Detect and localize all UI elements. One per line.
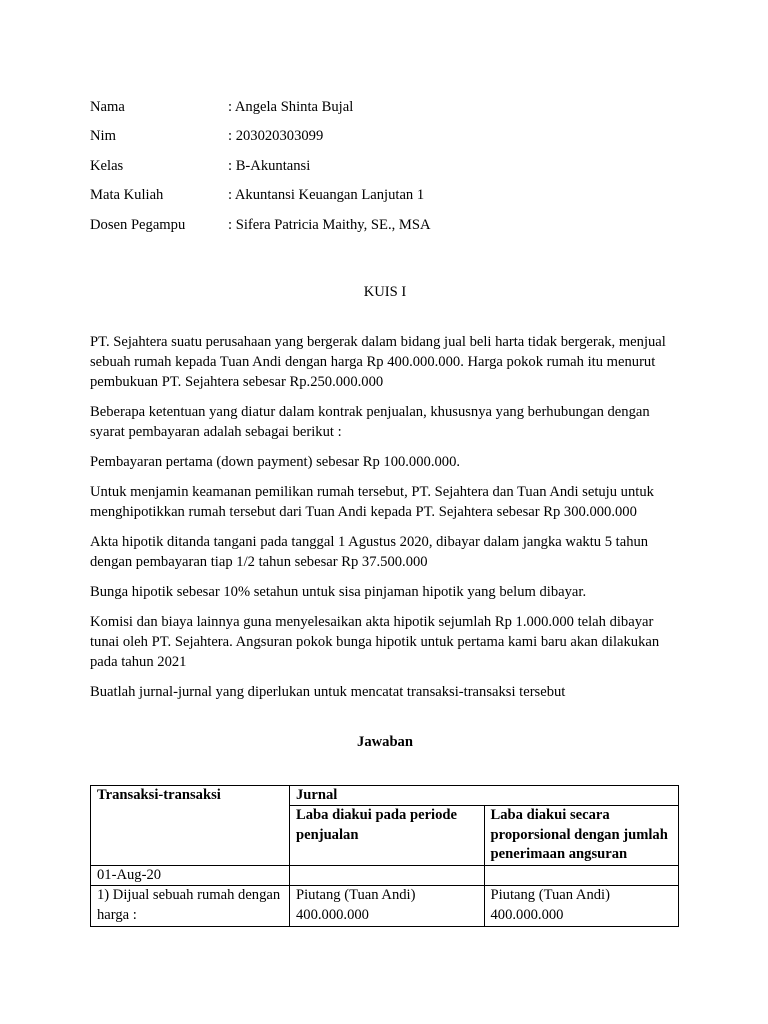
info-row-nim — [90, 122, 680, 152]
quiz-title: KUIS I — [363, 283, 407, 300]
subheader-proporsional: Laba diakui secara proporsional dengan jumlah penerimaan angsuran — [484, 806, 679, 866]
info-row-kelas — [90, 151, 680, 181]
info-value: : Sifera Patricia Maithy, SE., MSA — [228, 216, 431, 233]
document-page — [90, 92, 680, 927]
table-cell-journal — [290, 886, 485, 927]
header-transaksi: Transaksi-transaksi — [91, 785, 290, 865]
info-label: Kelas — [90, 157, 124, 174]
info-label: Nim — [90, 128, 116, 145]
journal-table — [90, 785, 679, 928]
info-row-nama — [90, 92, 680, 122]
student-info — [90, 92, 680, 240]
table-row — [91, 886, 679, 927]
table-cell-date: 01-Aug-20 — [91, 865, 290, 886]
info-value: : Angela Shinta Bujal — [228, 98, 354, 115]
paragraph: Beberapa ketentuan yang diatur dalam kontrak penjualan, khususnya yang berhubungan dengan syarat pembayaran adalah sebagai berikut : — [90, 403, 650, 440]
info-label: Nama — [90, 98, 125, 115]
info-label: Mata Kuliah — [90, 187, 164, 204]
journal-amount: 400.000.000 — [296, 906, 369, 923]
paragraph: Bunga hipotik sebesar 10% setahun untuk sisa pinjaman hipotik yang belum dibayar. — [90, 583, 587, 600]
paragraph: Untuk menjamin keamanan pemilikan rumah tersebut, PT. Sejahtera dan Tuan Andi setuju untuk menghipotikkan rumah tersebut dari Tuan Andi kepada PT. Sejahtera sebesar Rp 300.000.000 — [90, 483, 654, 520]
info-value: : 203020303099 — [228, 128, 324, 145]
journal-account: Piutang (Tuan Andi) — [490, 887, 610, 903]
paragraph: Buatlah jurnal-jurnal yang diperlukan untuk mencatat transaksi-transaksi tersebut — [90, 683, 566, 700]
table-header-row — [91, 785, 679, 806]
paragraph: Komisi dan biaya lainnya guna menyelesaikan akta hipotik sejumlah Rp 1.000.000 telah dibayar tunai oleh PT. Sejahtera. Angsuran pokok bunga hipotik untuk pertama kami baru akan dilakukan pada tahun 2021 — [90, 613, 660, 670]
info-label: Dosen Pegampu — [90, 216, 186, 233]
info-value: : Akuntansi Keuangan Lanjutan 1 — [228, 187, 425, 204]
header-jurnal: Jurnal — [290, 785, 679, 806]
info-row-mata-kuliah — [90, 181, 680, 211]
table-cell-transaction: 1) Dijual sebuah rumah dengan harga : — [91, 886, 290, 927]
table-cell-empty — [290, 865, 485, 886]
table-row — [91, 865, 679, 886]
journal-amount: 400.000.000 — [490, 906, 564, 923]
answer-title: Jawaban — [357, 733, 413, 750]
table-cell-empty — [484, 865, 679, 886]
paragraph: PT. Sejahtera suatu perusahaan yang bergerak dalam bidang jual beli harta tidak bergerak, menjual sebuah rumah kepada Tuan Andi dengan harga Rp 400.000.000. Harga pokok rumah itu menurut pembukuan PT. Sejahtera sebesar Rp.250.000.000 — [90, 333, 666, 390]
paragraph: Akta hipotik ditanda tangani pada tanggal 1 Agustus 2020, dibayar dalam jangka waktu 5 tahun dengan pembayaran tiap 1/2 tahun sebesar Rp 37.500.000 — [90, 533, 649, 570]
subheader-periode-penjualan: Laba diakui pada periode penjualan — [290, 806, 485, 866]
info-row-dosen — [90, 210, 680, 240]
table-cell-journal — [484, 886, 679, 927]
question-body — [90, 332, 680, 702]
info-value: : B-Akuntansi — [228, 157, 311, 174]
paragraph: Pembayaran pertama (down payment) sebesar Rp 100.000.000. — [90, 453, 461, 470]
journal-account: Piutang (Tuan Andi) — [296, 887, 416, 903]
